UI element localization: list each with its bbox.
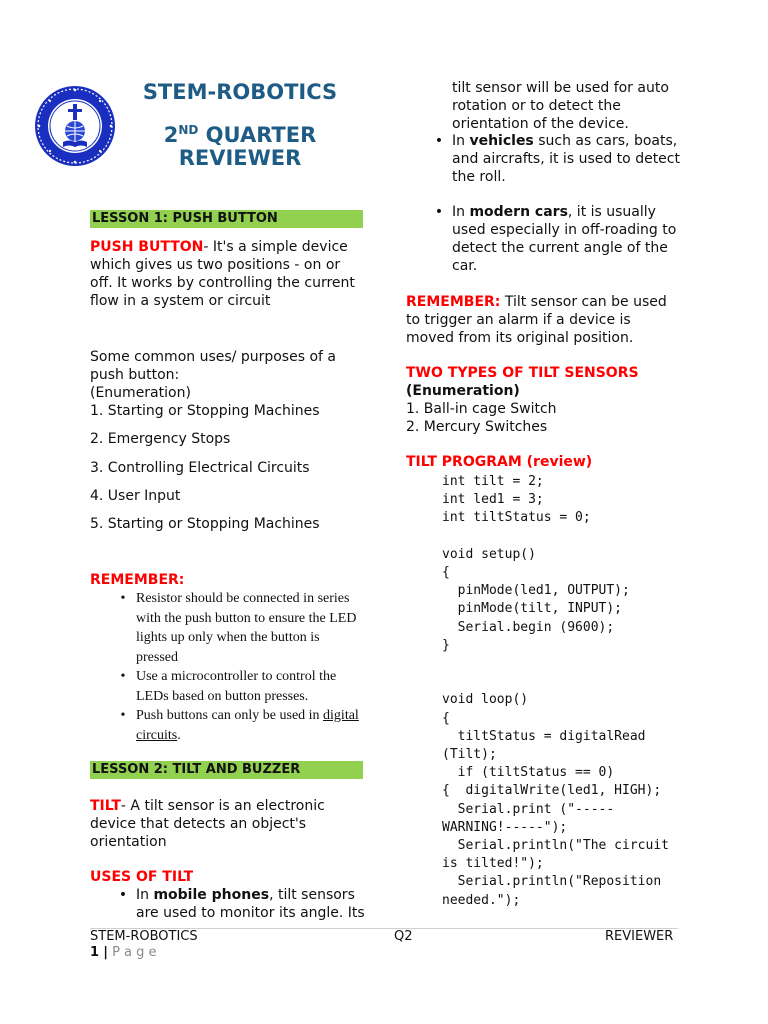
push-button-use-item: 4. User Input <box>90 488 181 504</box>
remember-item: • Use a microcontroller to control the LEDs based on button presses. <box>120 669 337 704</box>
remember-list <box>110 589 362 745</box>
uses-of-tilt-label: USES OF TILT <box>90 869 194 885</box>
header-title-line2: 2ND QUARTER <box>163 123 317 147</box>
tilt-use-modern-cars: • In modern cars, it is usually used especially in off-roading to detect the current angle of the car. <box>434 204 677 274</box>
footer-left-text: STEM-ROBOTICS <box>90 929 198 944</box>
push-button-use-item: 5. Starting or Stopping Machines <box>90 516 320 532</box>
remember-item: • Resistor should be connected in series with the push button to ensure the LED lights up only when the button is pressed <box>120 591 357 665</box>
tilt-type-item: 1. Ball-in cage Switch <box>406 401 557 417</box>
tilt-types-enum: (Enumeration) <box>406 383 520 399</box>
push-button-definition: PUSH BUTTON- It's a simple device which gives us two positions - on or off. It works by controlling the current flow in a system or circuit <box>90 239 355 309</box>
tilt-use-mobile-continued: tilt sensor will be used for auto rotation or to detect the orientation of the device. <box>452 80 669 132</box>
tilt-type-item: 2. Mercury Switches <box>406 419 548 435</box>
remember-item: • Push buttons can only be used in digital circuits. <box>120 708 359 743</box>
digital-circuits-text: digital circuits <box>136 708 359 743</box>
tilt-definition: TILT- A tilt sensor is an electronic device that detects an object's orientation <box>90 798 325 850</box>
tilt-types-label: TWO TYPES OF TILT SENSORS <box>406 365 639 381</box>
enumeration-label: (Enumeration) <box>90 385 191 401</box>
tilt-program-code: int tilt = 2; int led1 = 3; int tiltStatus = 0; void setup() { pinMode(led1, OUTPUT); pinMode(tilt, INPUT); Serial.begin (9600); } void loop() { tiltStatus = digitalRead (Tilt); if (tiltStatus == 0) { digitalWrite(led1, HIGH); Serial.print ("----- WARNING!-----"); Serial.println("The circuit is tilted!"); Serial.println("Reposition needed."); <box>442 474 669 908</box>
tilt-use-vehicles: • In vehicles such as cars, boats, and aircrafts, it is used to detect the roll. <box>434 133 680 185</box>
tilt-remember-note: REMEMBER: Tilt sensor can be used to trigger an alarm if a device is moved from its original position. <box>406 294 667 346</box>
push-button-use-item: 1. Starting or Stopping Machines <box>90 403 320 419</box>
footer-right-text: REVIEWER <box>605 929 674 944</box>
page-number: 1 | P a g e <box>90 945 157 960</box>
lesson1-heading-bar: LESSON 1: PUSH BUTTON <box>90 210 363 228</box>
push-button-term: PUSH BUTTON <box>90 239 204 255</box>
ordinal-suffix: ND <box>178 123 199 137</box>
push-button-use-item: 3. Controlling Electrical Circuits <box>90 460 310 476</box>
tilt-remember-label: REMEMBER: <box>406 294 501 310</box>
push-button-uses-intro: Some common uses/ purposes of a push button: (Enumeration) <box>90 348 365 402</box>
push-button-use-item: 2. Emergency Stops <box>90 431 231 447</box>
tilt-types-section <box>406 364 676 436</box>
footer-center-text: Q2 <box>394 929 413 944</box>
header-title-line3: REVIEWER <box>178 146 302 170</box>
tilt-use-mobile: • In mobile phones, tilt sensors are used to monitor its angle. Its <box>118 887 365 921</box>
remember-label: REMEMBER: <box>90 572 185 588</box>
header-title-line1: STEM-ROBOTICS <box>142 80 338 104</box>
lesson2-heading-bar: LESSON 2: TILT AND BUZZER <box>90 761 363 779</box>
tilt-program-label: TILT PROGRAM (review) <box>406 454 593 470</box>
tilt-term: TILT <box>90 798 121 814</box>
